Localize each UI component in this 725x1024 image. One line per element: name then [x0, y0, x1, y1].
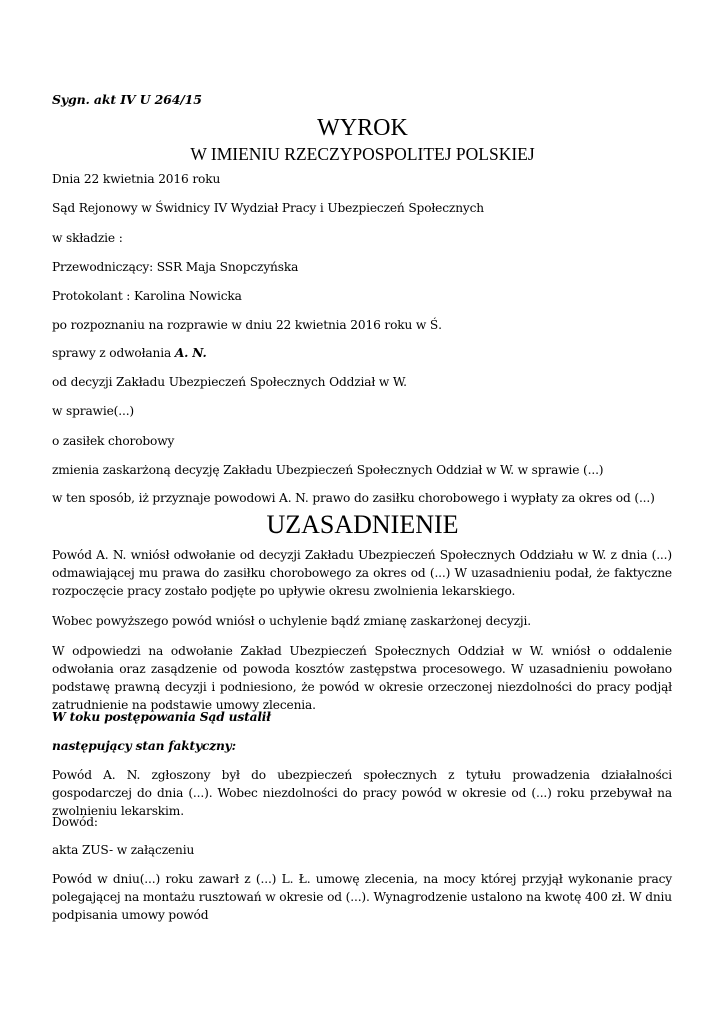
findings-heading-1: W toku postępowania Sąd ustalił [52, 710, 271, 724]
chair-line: Przewodniczący: SSR Maja Snopczyńska [52, 260, 299, 274]
evidence-label: Dowód: [52, 815, 98, 829]
decision-line: od decyzji Zakładu Ubezpieczeń Społecznych Oddział w W. [52, 375, 407, 389]
justification-paragraph-4: Powód A. N. zgłoszony był do ubezpieczeń społecznych z tytułu prowadzenia działalności gospodarczej do dnia (...). Wobec niezdolności do pracy powód w okresie od (...) roku przebywał na zwolnieniu lekarskim. [52, 768, 672, 818]
justification-paragraph-1: Powód A. N. wniósł odwołanie od decyzji Zakładu Ubezpieczeń Społecznych Oddziału w W. z dnia (...) odmawiającej mu prawa do zasiłku chorobowego za okres od (...) W uzasadnieniu podał, że faktyczne rozpoczęcie pracy zostało podjęte po upływie okresu zwolnienia lekarskiego. [52, 548, 672, 598]
matter-line: w sprawie(...) [52, 404, 135, 418]
judgment-subtitle: W IMIENIU RZECZYPOSPOLITEJ POLSKIEJ [190, 144, 535, 164]
findings-heading-2: następujący stan faktyczny: [52, 739, 236, 753]
case-prefix: sprawy z odwołania [52, 346, 175, 360]
judgment-title: WYROK [317, 115, 408, 141]
justification-paragraph-5: Powód w dniu(...) roku zawarł z (...) L. Ł. umowę zlecenia, na mocy której przyjął wykonanie pracy polegającej na montażu rusztowań w okresie od (...). Wynagrodzenie ustalono na kwotę 400 zł. W dniu podpisania umowy powód [52, 872, 672, 922]
composition-label: w składzie : [52, 231, 123, 245]
court-name: Sąd Rejonowy w Świdnicy IV Wydział Pracy i Ubezpieczeń Społecznych [52, 201, 484, 215]
hearing-line: po rozpoznaniu na rozprawie w dniu 22 kwietnia 2016 roku w Ś. [52, 318, 442, 332]
subject-line: o zasiłek chorobowy [52, 434, 175, 448]
justification-title: UZASADNIENIE [266, 510, 459, 539]
justification-paragraph-2: Wobec powyższego powód wniósł o uchylenie bądź zmianę zaskarżonej decyzji. [52, 614, 532, 628]
ruling-line: zmienia zaskarżoną decyzję Zakładu Ubezpieczeń Społecznych Oddział w W. w sprawie (...) [52, 463, 604, 477]
evidence-text: akta ZUS- w załączeniu [52, 843, 195, 857]
judgment-date: Dnia 22 kwietnia 2016 roku [52, 172, 221, 186]
ruling-detail-line: w ten sposób, iż przyznaje powodowi A. N. prawo do zasiłku chorobowego i wypłaty za okres od (...) [52, 491, 655, 505]
appellant-name: A. N. [174, 346, 207, 360]
case-signature: Sygn. akt IV U 264/15 [52, 92, 202, 107]
justification-paragraph-3: W odpowiedzi na odwołanie Zakład Ubezpieczeń Społecznych Oddział w W. wniósł o oddalenie odwołania oraz zasądzenie od powoda kosztów zastępstwa procesowego. W uzasadnieniu powołano podstawę prawną decyzji i podniesiono, że powód w okresie orzeczonej niezdolności do pracy podjął zatrudnienie na podstawie umowy zlecenia. [52, 644, 672, 712]
clerk-line: Protokolant : Karolina Nowicka [52, 289, 242, 303]
case-line [52, 346, 207, 361]
